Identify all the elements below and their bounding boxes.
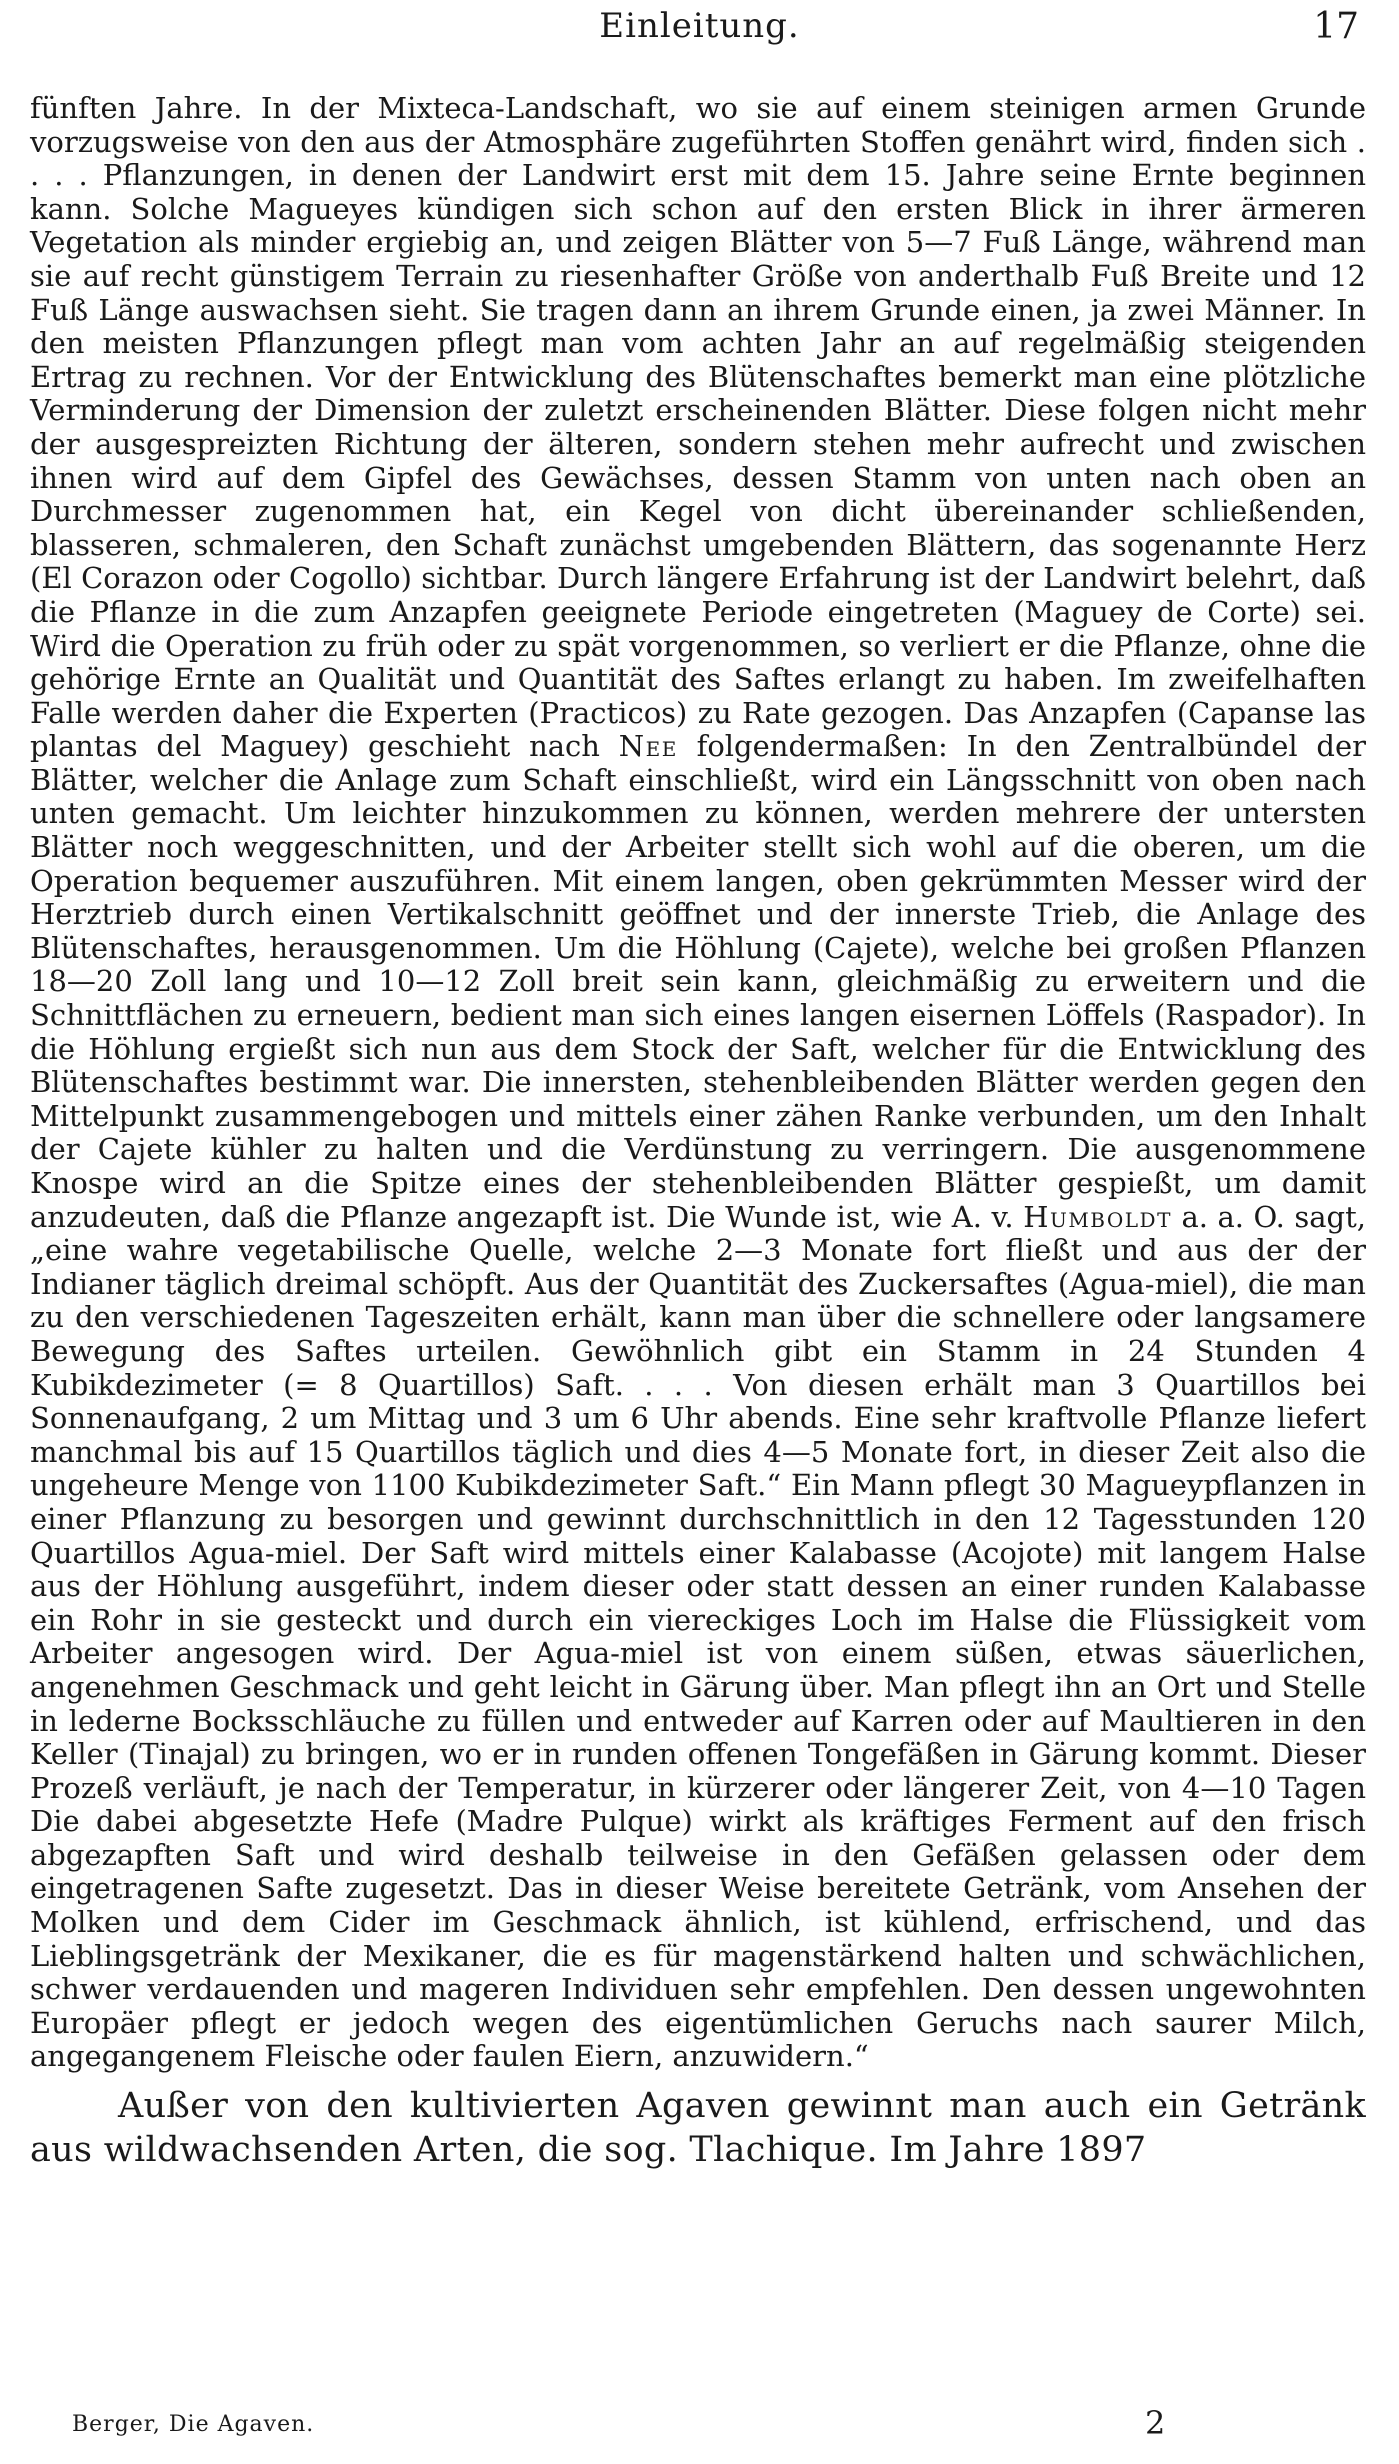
text-run: folgendermaßen: In den Zentralbündel der Blätter, welcher die Anlage zum Schaft einschließt, wird ein Längsschnitt von oben nach unten gemacht. Um leichter hinzukommen zu können, werden mehrere der untersten Blätter noch weggeschnitten, und der Arbeiter stellt sich wohl auf die oberen, um die Operation bequemer auszuführen. Mit einem langen, oben gekrümmten Messer wird der Herztrieb durch einen Vertikalschnitt geöffnet und der innerste Trieb, die Anlage des Blütenschaftes, herausgenommen. Um die Höhlung (Cajete), welche bei großen Pflanzen 18—20 Zoll lang und 10—12 Zoll breit sein kann, gleichmäßig zu erweitern und die Schnittflächen zu erneuern, bedient man sich eines langen eisernen Löffels (Raspador). In die Höhlung ergießt sich nun aus dem Stock der Saft, welcher für die Entwicklung des Blütenschaftes bestimmt war. Die innersten, stehenbleibenden Blätter werden gegen den Mittelpunkt zusammengebogen und mittels einer zähen Ranke verbunden, um den Inhalt der Cajete kühler zu halten und die Verdünstung zu verringern. Die ausgenommene Knospe wird an die Spitze eines der stehenbleibenden Blätter gespießt, um damit anzudeuten, daß die Pflanze angezapft ist. Die Wunde ist, wie A. v.	[30, 729, 1366, 1234]
page-header	[0, 6, 1399, 52]
paragraph-tlachique: Außer von den kultivierten Agaven gewinnt man auch ein Getränk aus wildwachsenden Arten, die sog. Tlachique. Im Jahre 1897	[30, 2086, 1366, 2171]
page-footer	[0, 2404, 1399, 2448]
author-name-humboldt: Humboldt	[1023, 1199, 1172, 1234]
footer-author-title: Berger, Die Agaven.	[72, 2412, 315, 2437]
text-run: fünften Jahre. In der Mixteca-Landschaft, wo sie auf einem steinigen armen Grunde vorzugsweise von den aus der Atmosphäre zugeführten Stoffen genährt wird, finden sich . . . . Pflanzungen, in denen der Landwirt erst mit dem 15. Jahre seine Ernte beginnen kann. Solche Magueyes kündigen sich schon auf den ersten Blick in ihrer ärmeren Vegetation als minder ergiebig an, und zeigen Blätter von 5—7 Fuß Länge, während man sie auf recht günstigem Terrain zu riesenhafter Größe von anderthalb Fuß Breite und 12 Fuß Länge auswachsen sieht. Sie tragen dann an ihrem Grunde einen, ja zwei Männer. In den meisten Pflanzungen pflegt man vom achten Jahr an auf regelmäßig steigenden Ertrag zu rechnen. Vor der Entwicklung des Blütenschaftes bemerkt man eine plötzliche Verminderung der Dimension der zuletzt erscheinenden Blätter. Diese folgen nicht mehr der ausgespreizten Richtung der älteren, sondern stehen mehr aufrecht und zwischen ihnen wird auf dem Gipfel des Gewächses, dessen Stamm von unten nach oben an Durchmesser zugenommen hat, ein Kegel von dicht übereinander schließenden, blasseren, schmaleren, den Schaft zunächst umgebenden Blättern, das sogenannte Herz (El Corazon oder Cogollo) sichtbar. Durch längere Erfahrung ist der Landwirt belehrt, daß die Pflanze in die zum Anzapfen geeignete Periode eingetreten (Maguey de Corte) sei. Wird die Operation zu früh oder zu spät vorgenommen, so verliert er die Pflanze, ohne die gehörige Ernte an Qualität und Quantität des Saftes erlangt zu haben. Im zweifelhaften Falle werden daher die Experten (Practicos) zu Rate gezogen. Das Anzapfen (Capanse las plantas del Maguey) geschieht nach	[30, 91, 1366, 764]
text-run: a. a. O. sagt, „eine wahre vegetabilische Quelle, welche 2—3 Monate fort fließt und aus der der Indianer täglich dreimal schöpft. Aus der Quantität des Zuckersaftes (Agua-miel), die man zu den verschiedenen Tageszeiten erhält, kann man über die schnellere oder langsamere Bewegung des Saftes urteilen. Gewöhnlich gibt ein Stamm in 24 Stunden 4 Kubikdezimeter (= 8 Quartillos) Saft. . . . Von diesen erhält man 3 Quartillos bei Sonnenaufgang, 2 um Mittag und 3 um 6 Uhr abends. Eine sehr kraftvolle Pflanze liefert manchmal bis auf 15 Quartillos täglich und dies 4—5 Monate fort, in dieser Zeit also die ungeheure Menge von 1100 Kubikdezimeter Saft.“ Ein Mann pflegt 30 Magueypflanzen in einer Pflanzung zu besorgen und gewinnt durchschnittlich in den 12 Tagesstunden 120 Quartillos Agua-miel. Der Saft wird mittels einer Kalabasse (Acojote) mit langem Halse aus der Höhlung ausgeführt, indem dieser oder statt dessen an einer runden Kalabasse ein Rohr in sie gesteckt und durch ein viereckiges Loch im Halse die Flüssigkeit vom Arbeiter angesogen wird. Der Agua-miel ist von einem süßen, etwas säuerlichen, angenehmen Geschmack und geht leicht in Gärung über. Man pflegt ihn an Ort und Stelle in lederne Bocksschläuche zu füllen und entweder auf Karren oder auf Maultieren in den Keller (Tinajal) zu bringen, wo er in runden offenen Tongefäßen in Gärung kommt. Dieser Prozeß verläuft, je nach der Temperatur, in kürzerer oder längerer Zeit, von 4—10 Tagen Die dabei abgesetzte Hefe (Madre Pulque) wirkt als kräftiges Ferment auf den frisch abgezapften Saft und wird deshalb teilweise in den Gefäßen gelassen oder dem eingetragenen Safte zugesetzt. Das in dieser Weise bereitete Getränk, vom Ansehen der Molken und dem Cider im Geschmack ähnlich, ist kühlend, erfrischend, und das Lieblingsgetränk der Mexikaner, die es für magenstärkend halten und schwächlichen, schwer verdauenden und mageren Individuen sehr empfehlen. Den dessen ungewohnten Europäer pflegt er jedoch wegen des eigentümlichen Geruchs nach saurer Milch, angegangenem Fleische oder faulen Eiern, anzuwidern.“	[30, 1199, 1366, 2074]
running-title: Einleitung.	[599, 6, 800, 46]
signature-mark: 2	[1145, 2404, 1166, 2442]
author-name-nee: Nee	[618, 729, 678, 764]
body-text	[30, 92, 1366, 2172]
paragraph-quotation	[30, 92, 1366, 2074]
page-number: 17	[1313, 6, 1359, 47]
